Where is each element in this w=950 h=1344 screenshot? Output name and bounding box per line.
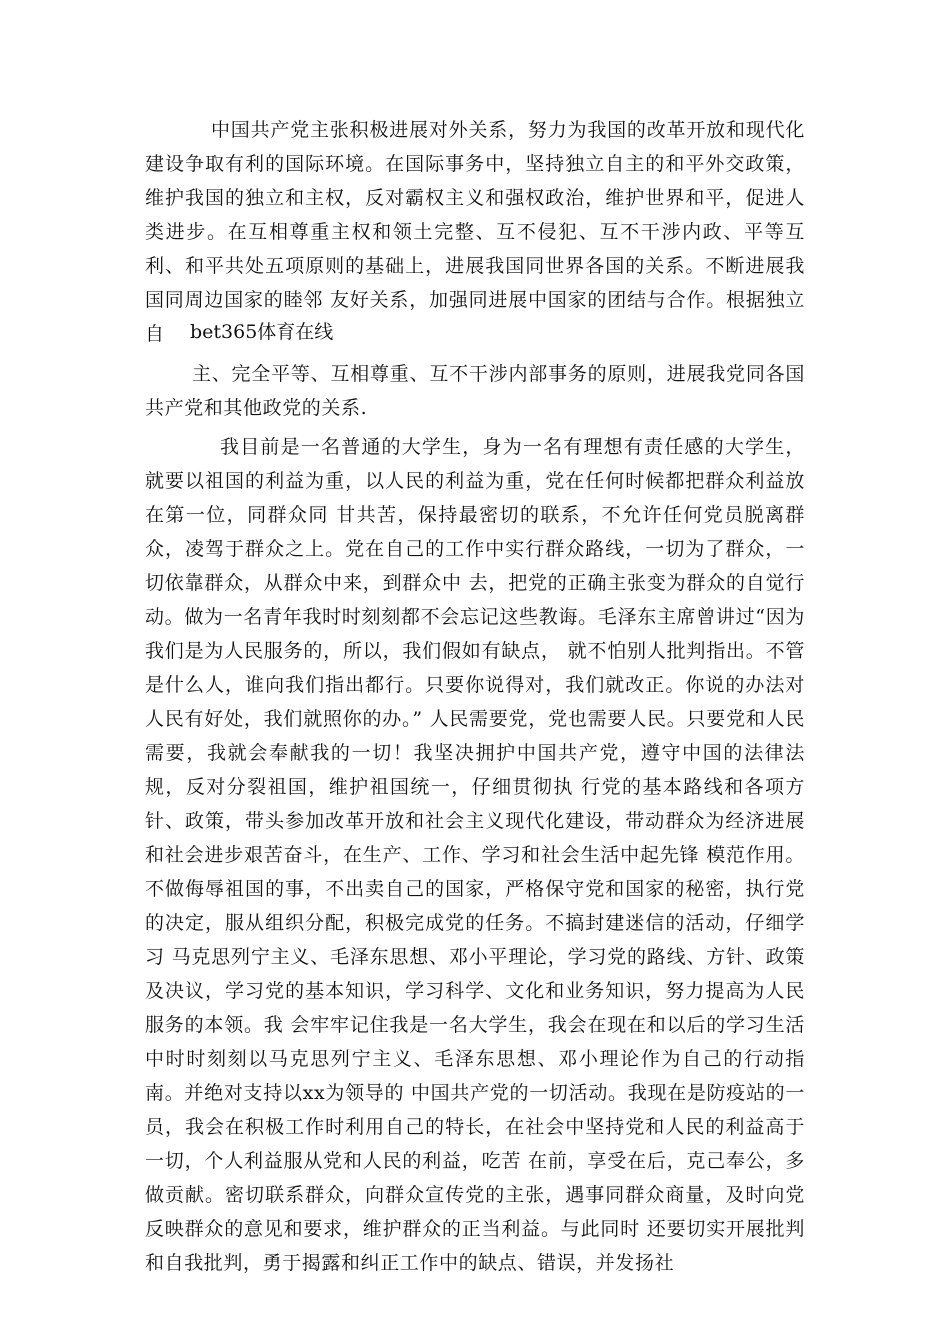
paragraph-foreign-relations: 中国共产党主张积极进展对外关系，努力为我国的改革开放和现代化建设争取有利的国际环境。在国际事务中，坚持独立自主的和平外交政策，维护我国的独立和主权，反对霸权主义和强权政治，维护世界和平，促进人类进步。在互相尊重主权和领土完整、互不侵犯、互不干涉内政、平等互利、和平共处五项原则的基础上，进展我国同世界各国的关系。不断进展我国同周边国家的睦邻 友好关系，加强同进展中国家的团结与合作。根据独立自 [145, 119, 805, 345]
paragraph-personal-statement: 我目前是一名普通的大学生，身为一名有理想有责任感的大学生，就要以祖国的利益为重，以人民的利益为重，党在任何时候都把群众利益放在第一位，同群众同 甘共苦，保持最密切的联系，不允许任何党员脱离群众，凌驾于群众之上。党在自己的工作中实行群众路线，一切为了群众，一切依靠群众，从群众中来，到群众中 去，把党的正确主张变为群众的自觉行动。做为一名青年我时时刻刻都不会忘记这些教诲。毛泽东主席曾讲过“因为我们是为人民服务的，所以，我们假如有缺点， 就不怕别人批判指出。不管是什么人，谁向我们指出都行。只要你说得对，我们就改正。你说的办法对人民有好处，我们就照你的办。” 人民需要党，党也需要人民。只要党和人民需要，我就会奉献我的一切！我坚决拥护中国共产党，遵守中国的法律法规，反对分裂祖国，维护祖国统一，仔细贯彻执 行党的基本路线和各项方针、政策，带头参加改革开放和社会主义现代化建设，带动群众为经济进展和社会进步艰苦奋斗，在生产、工作、学习和社会生活中起先锋 模范作用。不做侮辱祖国的事，不出卖自己的国家，严格保守党和国家的秘密，执行党的决定，服从组织分配，积极完成党的任务。不搞封建迷信的活动，仔细学习 马克思列宁主义、毛泽东思想、邓小平理论，学习党的路线、方针、政策及决议，学习党的基本知识，学习科学、文化和业务知识，努力提高为人民服务的本领。我 会牢牢记住我是一名大学生，我会在现在和以后的学习生活中时时刻刻以马克思列宁主义、毛泽东思想、邓小理论作为自己的行动指南。并绝对支持以xx为领导的 中国共产党的一切活动。我现在是防疫站的一员，我会在积极工作时利用自己的特长，在社会中坚持党和人民的利益高于一切，个人利益服从党和人民的利益，吃苦 在前，享受在后，克己奉公，多做贡献。密切联系群众，向群众宣传党的主张，遇事同群众商量，及时向党反映群众的意见和要求，维护群众的正当利益。与此同时 还要切实开展批判和自我批判，勇于揭露和纠正工作中的缺点、错误，并发扬社 [145, 436, 805, 1274]
paragraph-party-relations: 主、完全平等、互相尊重、互不干涉内部事务的原则，进展我党同各国共产党和其他政党的关系. [145, 363, 805, 419]
inline-link[interactable]: bet365体育在线 [190, 321, 334, 343]
